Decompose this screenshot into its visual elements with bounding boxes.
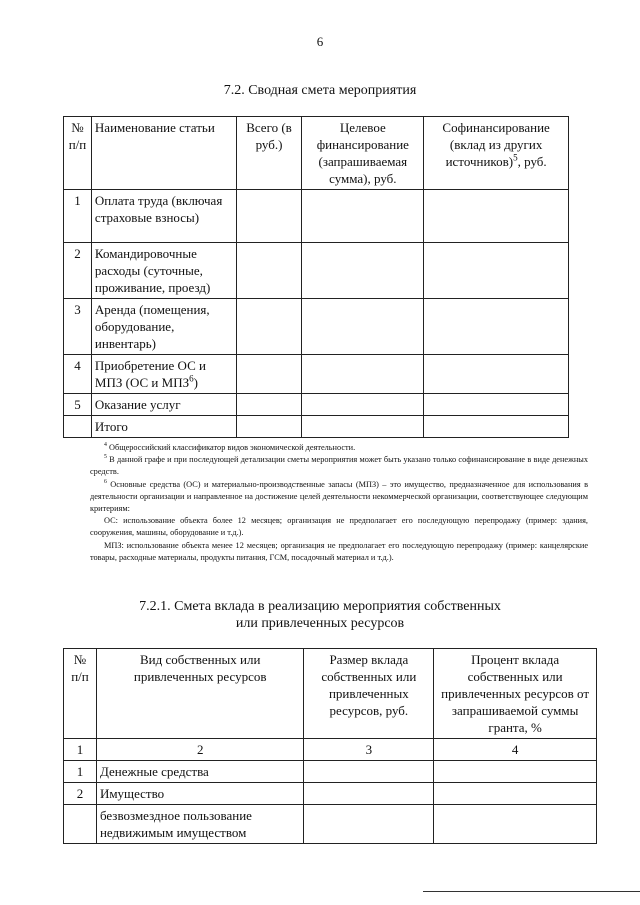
- section-title-7-2: 7.2. Сводная смета мероприятия: [223, 83, 417, 98]
- row-target-cell: [302, 394, 424, 416]
- index-cell: 3: [304, 739, 434, 761]
- row-num: 2: [64, 783, 97, 805]
- footnote-ref-5: 5: [513, 152, 518, 163]
- row-cofin-cell: [424, 394, 569, 416]
- row-item-name: Оплата труда (включая страховые взносы): [91, 190, 236, 243]
- footnote-ref-6: 6: [189, 373, 194, 384]
- table-header-row: [64, 117, 569, 190]
- row-size-cell: [304, 783, 434, 805]
- row-cofin-cell: [424, 190, 569, 243]
- row-item-name-text: Приобретение ОС и МПЗ (ОС и МПЗ: [94, 358, 206, 390]
- row-total-cell: [236, 394, 302, 416]
- row-size-cell: [304, 805, 434, 844]
- row-item-name: Оказание услуг: [91, 394, 236, 416]
- row-num: [64, 416, 92, 438]
- row-total-cell: [236, 299, 302, 355]
- table-row: [64, 783, 597, 805]
- header-cofinancing-unit: , руб.: [517, 154, 547, 169]
- row-cofin-cell: [424, 355, 569, 394]
- index-cell: 2: [96, 739, 304, 761]
- table-row: [64, 394, 569, 416]
- header-num: № п/п: [64, 649, 97, 739]
- footnote-6-text: Основные средства (ОС) и материально-производственные запасы (МПЗ) – это имущество, предназначенное для использования в деятельности организации и направленное на достижение целей деятельности некоммерческой организации, соответствующее следующим критериям:: [90, 479, 588, 514]
- footnote-4: [90, 442, 588, 454]
- row-size-cell: [304, 761, 434, 783]
- header-total: Всего (в руб.): [236, 117, 302, 190]
- row-num: 3: [64, 299, 92, 355]
- table-total-row: [64, 416, 569, 438]
- footnote-mpz: МПЗ: использование объекта менее 12 месяцев; организация не предполагает его последующую перепродажу (пример: канцелярские товары, расходные материалы, продукты питания, ГСМ, посадочный материал и т.д.).: [90, 540, 588, 562]
- row-num: 1: [64, 761, 97, 783]
- header-cofinancing-text: Софинансирование (вклад из других источников): [442, 120, 550, 169]
- table-header-row: [64, 649, 597, 739]
- footnote-5-text: В данной графе и при последующей детализации сметы мероприятия может быть указано только софинансирование в виде денежных средств.: [90, 455, 588, 477]
- row-target-cell: [302, 243, 424, 299]
- section-title-line-2: или привлеченных ресурсов: [235, 616, 405, 631]
- table-row: [64, 805, 597, 844]
- bottom-rule: [423, 891, 640, 892]
- footnote-4-text: Общероссийский классификатор видов экономической деятельности.: [106, 443, 356, 452]
- row-cofin-cell: [424, 299, 569, 355]
- header-resource-type: Вид собственных или привлеченных ресурсов: [96, 649, 304, 739]
- table-row: [64, 243, 569, 299]
- section-title-7-2-1: [0, 598, 640, 632]
- row-total-cell: [236, 243, 302, 299]
- table-row: [64, 355, 569, 394]
- total-label: Итого: [91, 416, 236, 438]
- row-percent-cell: [434, 805, 597, 844]
- row-num: 4: [64, 355, 92, 394]
- footnote-6: [90, 479, 588, 516]
- row-percent-cell: [434, 783, 597, 805]
- row-target-cell: [302, 416, 424, 438]
- footnotes: [90, 442, 588, 564]
- table-row: [64, 299, 569, 355]
- index-cell: 4: [434, 739, 597, 761]
- column-index-row: [64, 739, 597, 761]
- row-num: 2: [64, 243, 92, 299]
- footnote-5: [90, 454, 588, 478]
- row-num: 1: [64, 190, 92, 243]
- header-num: № п/п: [64, 117, 92, 190]
- header-contribution-percent: Процент вклада собственных или привлеченных ресурсов от запрашиваемой суммы гранта, %: [434, 649, 597, 739]
- row-item-name-tail: ): [193, 375, 198, 390]
- row-resource-type: Имущество: [96, 783, 304, 805]
- section-title-line-1: 7.2.1. Смета вклада в реализацию мероприятия собственных: [139, 599, 501, 614]
- summary-estimate-table: [63, 116, 569, 438]
- row-resource-type: Денежные средства: [96, 761, 304, 783]
- table-row: [64, 190, 569, 243]
- row-target-cell: [302, 299, 424, 355]
- row-total-cell: [236, 416, 302, 438]
- row-item-name: Аренда (помещения, оборудование, инвентарь): [91, 299, 236, 355]
- index-cell: 1: [64, 739, 97, 761]
- table-row: [64, 761, 597, 783]
- row-total-cell: [236, 355, 302, 394]
- header-cofinancing: [424, 117, 569, 190]
- row-target-cell: [302, 190, 424, 243]
- page-number: 6: [316, 34, 324, 49]
- row-item-name: [91, 355, 236, 394]
- row-cofin-cell: [424, 416, 569, 438]
- row-resource-type: безвозмездное пользование недвижимым имуществом: [96, 805, 304, 844]
- header-target-financing: Целевое финансирование (запрашиваемая сумма), руб.: [302, 117, 424, 190]
- row-num: [64, 805, 97, 844]
- row-item-name: Командировочные расходы (суточные, проживание, проезд): [91, 243, 236, 299]
- header-contribution-size: Размер вклада собственных или привлеченных ресурсов, руб.: [304, 649, 434, 739]
- footnote-mark-4: 4: [104, 442, 107, 449]
- footnote-mark-5: 5: [104, 454, 107, 461]
- own-resources-table: [63, 648, 597, 844]
- header-item-name: Наименование статьи: [91, 117, 236, 190]
- row-percent-cell: [434, 761, 597, 783]
- row-target-cell: [302, 355, 424, 394]
- footnote-os: ОС: использование объекта более 12 месяцев; организация не предполагает его последующую перепродажу (пример: здания, сооружения, машины, оборудование и т.д.).: [90, 516, 588, 538]
- row-cofin-cell: [424, 243, 569, 299]
- row-total-cell: [236, 190, 302, 243]
- row-num: 5: [64, 394, 92, 416]
- footnote-mark-6: 6: [104, 478, 107, 485]
